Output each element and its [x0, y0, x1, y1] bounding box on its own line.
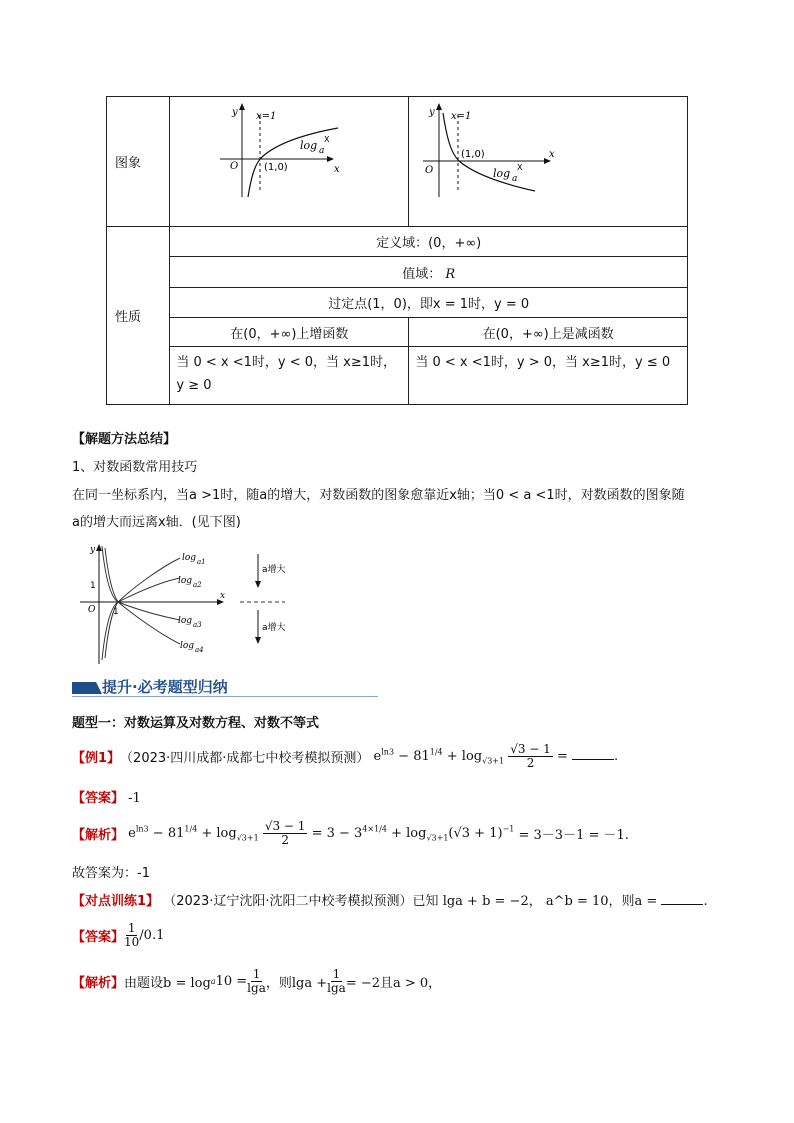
tr1-analysis-text3: ，则lga + [265, 976, 328, 991]
g1-y: y [232, 107, 239, 118]
tr1-analysis-text4: = −2且a > 0， [345, 976, 442, 991]
ex1-tag: 【例1】 [72, 751, 121, 766]
property-row-label: 性质 [107, 227, 170, 405]
ex1-answer-tag: 【答案】 [72, 791, 125, 806]
tr1-analysis-tag: 【解析】 [72, 976, 125, 991]
g1-func-sup: X [324, 135, 330, 144]
tr1-frac2-den: lga [327, 981, 346, 995]
g2-x: x [549, 149, 556, 160]
g2-x1: x=1 [451, 111, 472, 122]
tr1-answer-tag: 【答案】 [72, 930, 125, 945]
g2-func-sub: a [512, 174, 518, 184]
left-cond-line2: y ≥ 0 [176, 378, 212, 393]
ex1-analysis-result: = 3－3－1 = －1. [518, 828, 629, 843]
fg-sub-3: a3 [193, 621, 202, 629]
fg-sub-4: a4 [195, 646, 204, 654]
range-prefix: 值域： [402, 266, 442, 282]
range-cell [170, 257, 688, 288]
graph-cell-increasing [170, 97, 409, 227]
fg-one-x: 1 [113, 607, 119, 617]
right-condition-cell: 当 0 < x <1时，y > 0，当 x≥1时，y ≤ 0 [409, 347, 688, 405]
fg-up-label: a增大 [262, 565, 286, 575]
tr1-answer-line [72, 922, 164, 949]
training1-line: 【对点训练1】 （2023·辽宁沈阳·沈阳二中校考模拟预测）已知 lga + b = −2， a^b = 10，则a = . [72, 894, 708, 909]
ex1-conclusion: 故答案为：-1 [72, 866, 150, 881]
tr1-frac2-num: 1 [332, 967, 341, 981]
tr1-tag: 【对点训练1】 [72, 894, 160, 909]
g2-o: O [425, 165, 434, 176]
ex1-analysis-expression: $e^{ln3} - 81^{1/4} + \log_{√3+1}$ $\frac{√3 - 1}{2}$ = $3 - 3^{4\times 1/4} + \log_{√3+1}(√3 + 1)^{-1}$ [124, 819, 515, 847]
ex1-answer-line [72, 787, 141, 806]
banner-text: 提升·必考题型归纳 [102, 678, 228, 696]
ex1-source: （2023·四川成都·成都七中校考模拟预测） [120, 751, 370, 766]
tr1-analysis-text2: 10 = [215, 974, 248, 989]
tr1-analysis-text1: 由题设b = log [124, 976, 211, 991]
tr1-source: （2023·辽宁沈阳·沈阳二中校考模拟预测）已知 [163, 894, 439, 909]
tip-line1: 在同一坐标系内，当a >1时，随a的增大，对数函数的图象愈靠近x轴；当0 < a <1时，对数函数的图象随 [72, 488, 685, 503]
ex1-expression: $e^{ln3} - 81^{1/4} + \log_{√3+1}$ $\frac{√3 - 1}{2}$ = . [369, 742, 619, 770]
ex1-answer: -1 [128, 791, 141, 806]
ex1-analysis-tag: 【解析】 [72, 828, 125, 843]
decreasing-cell: 在(0，+∞)上是减函数 [409, 318, 688, 347]
increasing-cell: 在(0，+∞)上增函数 [170, 318, 409, 347]
tr1-analysis-frac1 [247, 968, 266, 995]
tip-title: 1、对数函数常用技巧 [72, 460, 198, 475]
fg-curve-3: log [178, 616, 193, 626]
g1-func: log [300, 139, 318, 152]
tr1-answer-alt: /0.1 [139, 928, 165, 943]
image-row-label: 图象 [107, 97, 170, 227]
fg-curve-4: log [180, 641, 195, 651]
banner-underline [72, 696, 378, 697]
g2-func: log [493, 167, 511, 180]
tr1-frac1-num: 1 [252, 967, 261, 981]
graph-log-decreasing [409, 97, 685, 222]
range-value: R [445, 266, 456, 282]
fg-curve-2: log [178, 576, 193, 586]
fg-o: O [88, 605, 96, 615]
fg-one-y: 1 [90, 581, 96, 591]
tr1-condition2: a^b = 10，则a = [545, 894, 658, 909]
fg-sub-1: a1 [197, 558, 206, 566]
fg-down-label: a增大 [262, 623, 286, 633]
g1-x1: x=1 [256, 111, 277, 122]
tr1-answer-fraction [124, 922, 139, 949]
fg-y: y [90, 545, 96, 555]
tr1-answer-den: 10 [124, 935, 140, 949]
banner-marker-icon [72, 682, 102, 694]
section-banner [72, 676, 378, 698]
tr1-answer-num: 1 [127, 921, 136, 935]
log-property-table [106, 96, 688, 405]
fg-sub-2: a2 [193, 581, 202, 589]
fg-x: x [220, 591, 226, 601]
left-condition-cell [170, 347, 409, 405]
tr1-analysis-line: 【解析】 由题设b = log a 10 = $\frac{1}{\lg a}$ ，则lga + $\frac{1}{\lg a}$ = −2且a > 0， [72, 967, 442, 995]
g2-func-sup: X [517, 163, 523, 172]
summary-heading: 【解题方法总结】 [72, 432, 177, 447]
graph-log-increasing [170, 97, 408, 222]
log-family-graph [80, 540, 290, 668]
fg-curve-1: log [182, 553, 197, 563]
tr1-analysis-frac2 [327, 968, 346, 995]
type1-title: 题型一：对数运算及对数方程、对数不等式 [72, 716, 320, 731]
example1-line [72, 743, 618, 770]
left-cond-line1: 当 0 < x <1时，y < 0，当 x≥1时， [176, 355, 397, 370]
g2-y: y [429, 107, 436, 118]
tr1-frac1-den: lga [247, 981, 266, 995]
domain-cell: 定义域：(0，+∞) [170, 227, 688, 257]
g2-point: (1,0) [461, 149, 486, 160]
tr1-condition: lga + b = −2， [442, 894, 542, 909]
g1-o: O [230, 161, 239, 172]
g1-x: x [334, 164, 341, 175]
g1-point: (1,0) [264, 162, 289, 173]
ex1-analysis-line [72, 820, 629, 847]
g1-func-sub: a [319, 146, 325, 156]
fixed-point-cell: 过定点(1，0)，即x = 1时，y = 0 [170, 288, 688, 318]
graph-cell-decreasing [409, 97, 688, 227]
tip-line2: a的增大而远离x轴．(见下图) [72, 515, 241, 530]
